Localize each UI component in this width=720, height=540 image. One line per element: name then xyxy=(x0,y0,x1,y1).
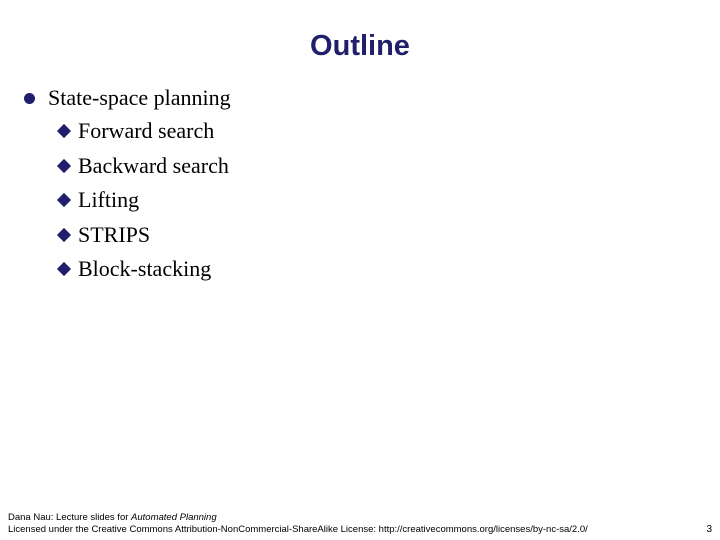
sub-bullet-text: Forward search xyxy=(78,118,215,144)
diamond-bullet-icon xyxy=(57,159,71,173)
bullet-item xyxy=(22,82,231,114)
diamond-bullet-icon xyxy=(57,193,71,207)
footer-credit xyxy=(8,512,588,524)
outline-list xyxy=(22,82,231,287)
round-bullet-icon xyxy=(24,93,35,104)
sub-bullet-item xyxy=(56,218,231,253)
page-number: 3 xyxy=(706,524,712,535)
footer-credit-prefix: Dana Nau: Lecture slides for xyxy=(8,512,132,523)
diamond-bullet-icon xyxy=(57,228,71,242)
bullet-text: State-space planning xyxy=(48,85,231,110)
sub-list xyxy=(56,114,231,287)
diamond-bullet-icon xyxy=(57,124,71,138)
sub-bullet-item xyxy=(56,252,231,287)
sub-bullet-text: STRIPS xyxy=(78,221,151,247)
sub-bullet-text: Block-stacking xyxy=(78,256,212,282)
sub-bullet-text: Backward search xyxy=(78,152,229,178)
diamond-bullet-icon xyxy=(57,262,71,276)
slide-title: Outline xyxy=(310,30,410,62)
sub-bullet-item xyxy=(56,183,231,218)
footer-license: Licensed under the Creative Commons Attribution-NonCommercial-ShareAlike License: http://creativecommons.org/licenses/by-nc-sa/2.0/ xyxy=(8,524,588,535)
sub-bullet-text: Lifting xyxy=(78,187,140,213)
footer-book-title: Automated Planning xyxy=(131,512,217,523)
sub-bullet-item xyxy=(56,114,231,149)
sub-bullet-item xyxy=(56,149,231,184)
slide-footer xyxy=(8,512,588,536)
